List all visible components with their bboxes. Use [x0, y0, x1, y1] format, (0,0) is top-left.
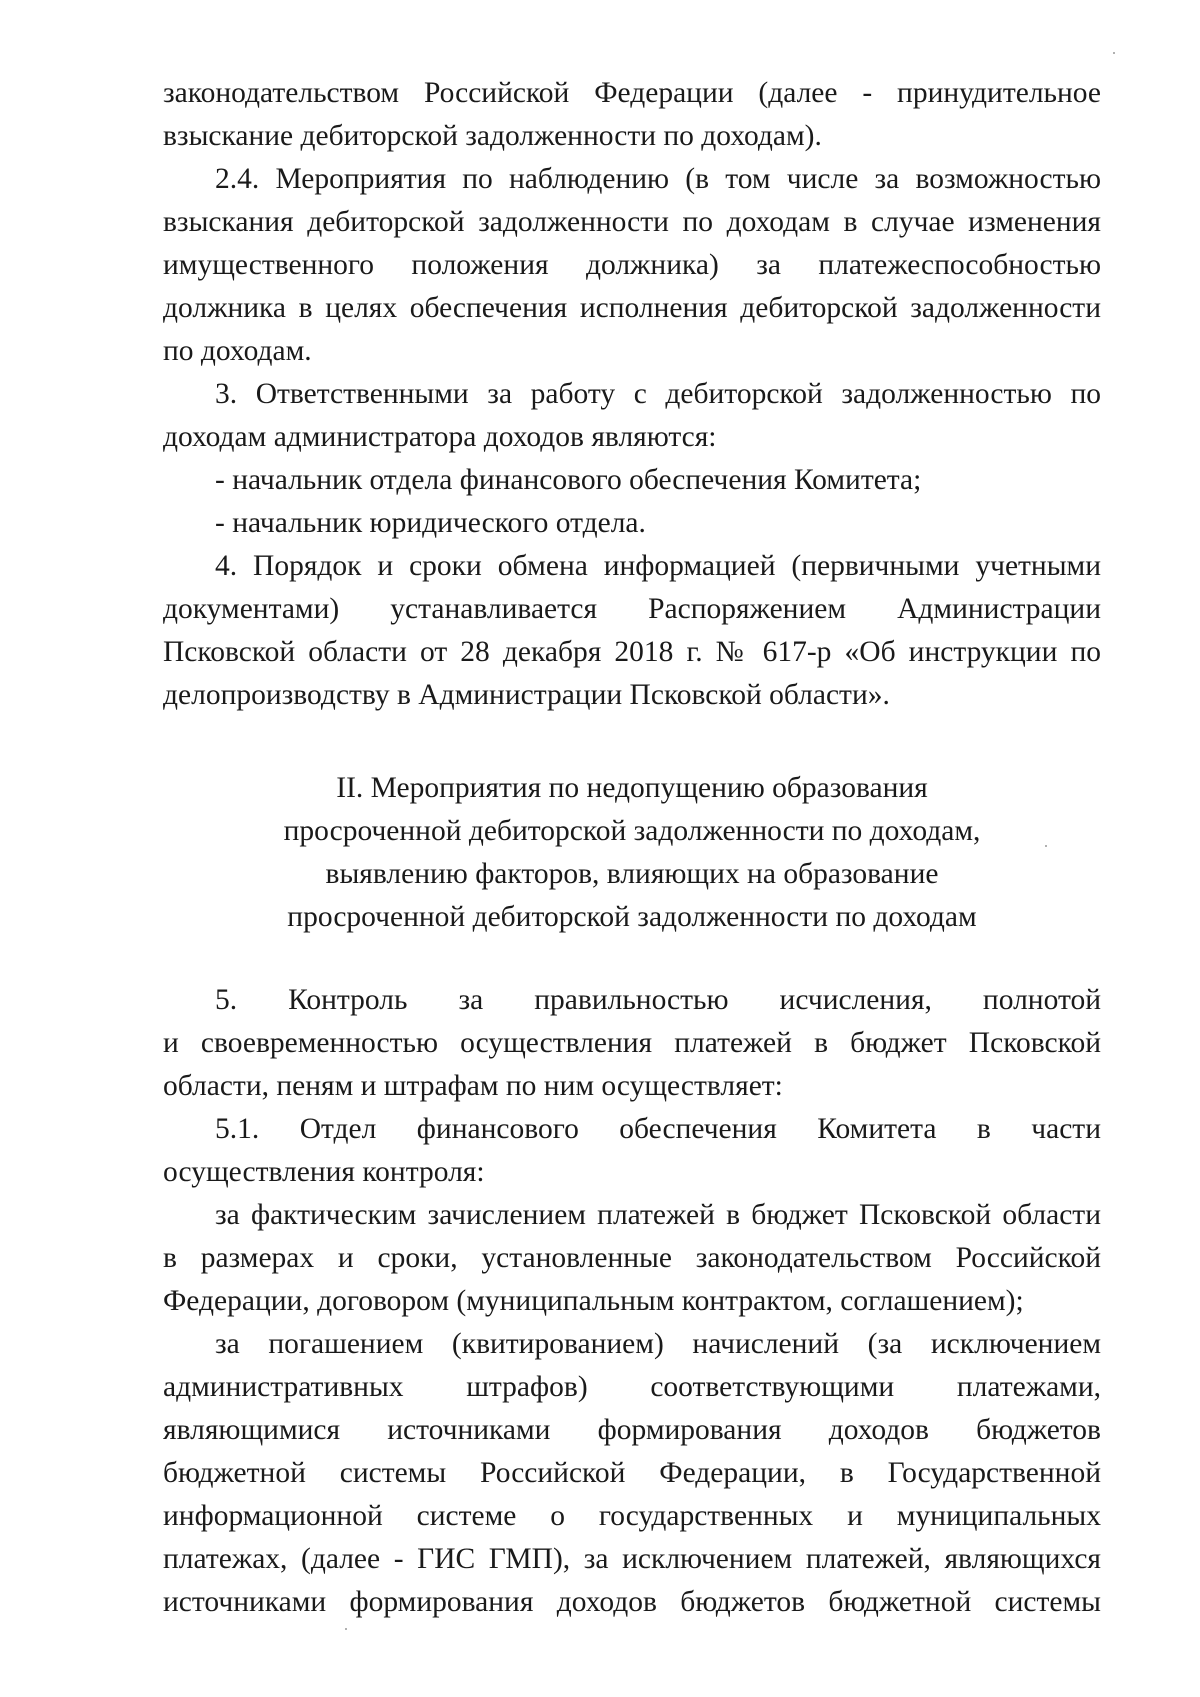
text-line: информационной системе о государственных и муниципальных: [163, 1500, 1101, 1532]
scan-speck: [345, 1628, 347, 1630]
text-line: и своевременностью осуществления платежей в бюджет Псковской: [163, 1027, 1101, 1059]
text-line: осуществления контроля:: [163, 1156, 485, 1188]
text-line: платежах, (далее - ГИС ГМП), за исключением платежей, являющихся: [163, 1543, 1101, 1575]
text-line: документами) устанавливается Распоряжением Администрации: [163, 593, 1101, 625]
heading-line: II. Мероприятия по недопущению образования: [336, 772, 928, 804]
text-line: делопроизводству в Администрации Псковской области».: [163, 679, 890, 711]
text-line: должника в целях обеспечения исполнения дебиторской задолженности: [163, 292, 1101, 324]
text-line: 5. Контроль за правильностью исчисления, полнотой: [215, 984, 1101, 1016]
paragraph-5-1: [163, 1108, 1101, 1194]
list-item-legal-head: [163, 502, 1101, 545]
paragraph-3: [163, 373, 1101, 459]
section-heading: [163, 767, 1101, 939]
paragraph-5: [163, 979, 1101, 1108]
text-line: источниками формирования доходов бюджетов бюджетной системы: [163, 1586, 1101, 1618]
text-line: доходам администратора доходов являются:: [163, 421, 717, 453]
text-line: - начальник отдела финансового обеспечения Комитета;: [215, 464, 922, 496]
text-line: административных штрафов) соответствующими платежами,: [163, 1371, 1101, 1403]
text-line: в размерах и сроки, установленные законодательством Российской: [163, 1242, 1101, 1274]
heading-line: просроченной дебиторской задолженности по доходам: [287, 901, 977, 933]
text-line: бюджетной системы Российской Федерации, в Государственной: [163, 1457, 1101, 1489]
text-line: за фактическим зачислением платежей в бюджет Псковской области: [215, 1199, 1101, 1231]
paragraph-4: [163, 545, 1101, 717]
text-line: Федерации, договором (муниципальным контрактом, соглашением);: [163, 1285, 1024, 1317]
text-line: законодательством Российской Федерации (далее - принудительное: [163, 77, 1101, 109]
paragraph-control-reconciliation: [163, 1323, 1101, 1624]
list-item-finance-head: [163, 459, 1101, 502]
scan-speck: [1045, 845, 1047, 847]
text-line: взыскание дебиторской задолженности по доходам).: [163, 120, 822, 152]
text-line: 3. Ответственными за работу с дебиторской задолженностью по: [215, 378, 1101, 410]
paragraph-2-4: [163, 158, 1101, 373]
paragraph-1: [163, 72, 1101, 158]
text-line: за погашением (квитированием) начислений (за исключением: [215, 1328, 1101, 1360]
paragraph-control-receipts: [163, 1194, 1101, 1323]
scan-speck: [1113, 52, 1115, 54]
text-line: 5.1. Отдел финансового обеспечения Комитета в части: [215, 1113, 1101, 1145]
text-line: - начальник юридического отдела.: [215, 507, 646, 539]
text-line: взыскания дебиторской задолженности по доходам в случае изменения: [163, 206, 1101, 238]
text-line: являющимися источниками формирования доходов бюджетов: [163, 1414, 1101, 1446]
document-page: [163, 72, 1101, 1624]
text-line: 4. Порядок и сроки обмена информацией (первичными учетными: [215, 550, 1101, 582]
heading-line: просроченной дебиторской задолженности по доходам,: [283, 815, 981, 847]
text-line: 2.4. Мероприятия по наблюдению (в том числе за возможностью: [215, 163, 1101, 195]
text-line: Псковской области от 28 декабря 2018 г. № 617-р «Об инструкции по: [163, 636, 1101, 668]
text-line: области, пеням и штрафам по ним осуществляет:: [163, 1070, 783, 1102]
heading-line: выявлению факторов, влияющих на образование: [325, 858, 939, 890]
text-line: по доходам.: [163, 335, 312, 367]
text-line: имущественного положения должника) за платежеспособностью: [163, 249, 1101, 281]
